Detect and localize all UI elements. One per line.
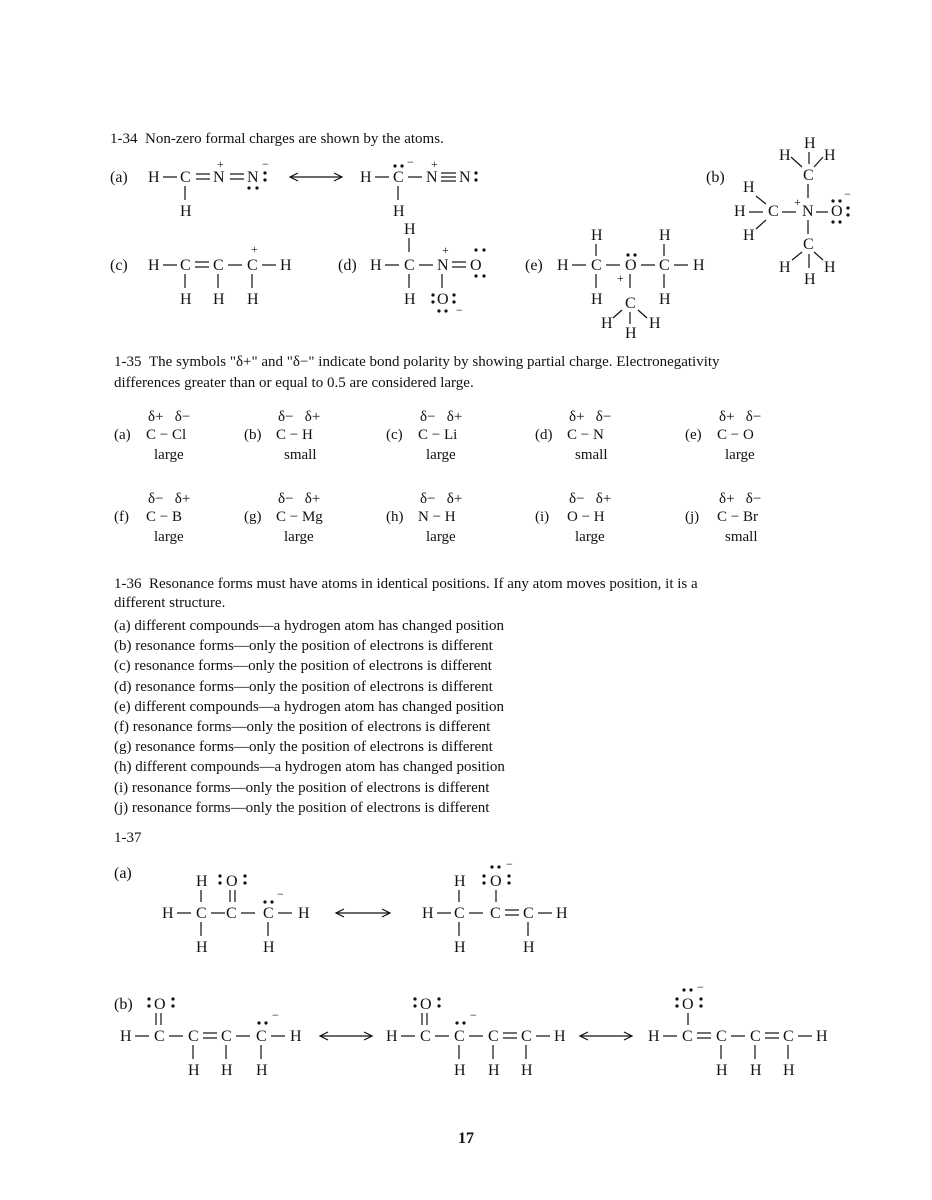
- partial-charge-left: δ−: [278, 491, 294, 507]
- svg-text:−: −: [407, 155, 414, 169]
- svg-text:H: H: [750, 1062, 762, 1079]
- problem-number: 1-36: [114, 576, 142, 592]
- svg-text:C: C: [393, 169, 404, 186]
- svg-text:+: +: [442, 243, 449, 257]
- svg-text:H: H: [557, 257, 569, 274]
- svg-text:H: H: [180, 203, 192, 220]
- svg-text:H: H: [779, 147, 791, 164]
- problem-number: 1-35: [114, 354, 142, 370]
- svg-text:H: H: [804, 135, 816, 152]
- partial-charge-left: δ+: [148, 409, 164, 425]
- bond-polarity-item: [146, 490, 256, 546]
- partial-charge-right: δ+: [304, 409, 321, 425]
- svg-text:C: C: [221, 1028, 232, 1045]
- polarity-size: large: [154, 529, 184, 545]
- bond-polarity-item: [567, 408, 677, 464]
- svg-text:C: C: [521, 1028, 532, 1045]
- part-label: (f): [114, 509, 129, 525]
- svg-text:C: C: [659, 257, 670, 274]
- svg-text:C: C: [180, 257, 191, 274]
- bond: C − B: [146, 509, 182, 525]
- svg-text:H: H: [256, 1062, 268, 1079]
- bond-polarity-item: [418, 408, 528, 464]
- svg-text:C: C: [716, 1028, 727, 1045]
- svg-text:H: H: [263, 939, 275, 956]
- svg-text:H: H: [370, 257, 382, 274]
- list-item: (c) resonance forms—only the position of electrons is different: [114, 658, 492, 675]
- svg-text:H: H: [659, 291, 671, 308]
- svg-text:H: H: [393, 203, 405, 220]
- svg-text:C: C: [768, 203, 779, 220]
- partial-charge-left: δ+: [719, 491, 735, 507]
- structure-1-34-e: [525, 227, 725, 344]
- svg-text:H: H: [404, 291, 416, 308]
- part-label: (d): [338, 257, 357, 274]
- partial-charge-left: δ−: [420, 409, 436, 425]
- svg-text:N: N: [802, 203, 814, 220]
- bond: C − N: [567, 427, 604, 443]
- svg-text:H: H: [556, 905, 568, 922]
- bond-polarity-item: [567, 490, 677, 546]
- polarity-size: small: [284, 447, 317, 463]
- svg-text:N: N: [437, 257, 449, 274]
- bond-polarity-item: [418, 490, 528, 546]
- svg-text:C: C: [213, 257, 224, 274]
- problem-1-35-line2: differences greater than or equal to 0.5 are considered large.: [114, 375, 474, 391]
- svg-text:C: C: [256, 1028, 267, 1045]
- part-label: (i): [535, 509, 550, 525]
- svg-text:H: H: [734, 203, 746, 220]
- part-label: (c): [386, 427, 403, 443]
- svg-text:H: H: [196, 939, 208, 956]
- svg-text:−: −: [506, 857, 513, 871]
- svg-text:H: H: [454, 873, 466, 890]
- svg-text:C: C: [454, 1028, 465, 1045]
- bond: C − H: [276, 427, 313, 443]
- svg-text:H: H: [148, 169, 160, 186]
- svg-text:H: H: [804, 271, 816, 288]
- bond-polarity-item: [146, 408, 256, 464]
- svg-text:H: H: [360, 169, 372, 186]
- svg-text:H: H: [488, 1062, 500, 1079]
- svg-text:C: C: [625, 295, 636, 312]
- svg-text:−: −: [697, 980, 704, 994]
- part-label: (e): [685, 427, 702, 443]
- svg-text:C: C: [263, 905, 274, 922]
- bond-polarity-item: [717, 408, 827, 464]
- svg-text:C: C: [420, 1028, 431, 1045]
- svg-text:−: −: [456, 303, 463, 317]
- bond-polarity-item: [276, 408, 386, 464]
- svg-text:H: H: [290, 1028, 302, 1045]
- svg-text:H: H: [148, 257, 160, 274]
- svg-text:H: H: [454, 1062, 466, 1079]
- list-item: (a) different compounds—a hydrogen atom has changed position: [114, 618, 505, 634]
- svg-text:C: C: [154, 1028, 165, 1045]
- partial-charge-right: δ−: [745, 491, 762, 507]
- partial-charge-right: δ−: [174, 409, 191, 425]
- svg-text:C: C: [488, 1028, 499, 1045]
- svg-text:H: H: [591, 227, 603, 244]
- partial-charge-right: δ+: [446, 491, 463, 507]
- svg-text:H: H: [716, 1062, 728, 1079]
- part-label: (d): [535, 427, 553, 443]
- partial-charge-right: δ−: [745, 409, 762, 425]
- part-label: (j): [685, 509, 700, 525]
- bond: C − Li: [418, 427, 458, 443]
- svg-text:O: O: [625, 257, 637, 274]
- svg-text:H: H: [162, 905, 174, 922]
- partial-charge-left: δ−: [569, 491, 585, 507]
- list-item: (f) resonance forms—only the position of electrons is different: [114, 719, 491, 736]
- polarity-size: large: [426, 447, 456, 463]
- part-label: (b): [244, 427, 262, 443]
- svg-text:C: C: [523, 905, 534, 922]
- svg-text:C: C: [803, 236, 814, 253]
- problem-1-36-line2: different structure.: [114, 595, 226, 611]
- svg-text:N: N: [213, 169, 225, 186]
- partial-charge-left: δ−: [278, 409, 294, 425]
- list-item: (h) different compounds—a hydrogen atom has changed position: [114, 759, 505, 776]
- svg-text:N: N: [247, 169, 259, 186]
- svg-text:O: O: [682, 996, 694, 1013]
- polarity-size: small: [575, 447, 608, 463]
- svg-text:H: H: [591, 291, 603, 308]
- svg-text:C: C: [591, 257, 602, 274]
- svg-text:H: H: [521, 1062, 533, 1079]
- svg-text:C: C: [803, 167, 814, 184]
- svg-text:H: H: [659, 227, 671, 244]
- svg-text:H: H: [554, 1028, 566, 1045]
- svg-text:C: C: [454, 905, 465, 922]
- problem-number: 1-34: [110, 131, 138, 147]
- svg-text:H: H: [625, 325, 637, 342]
- partial-charge-right: δ+: [595, 491, 612, 507]
- svg-text:H: H: [523, 939, 535, 956]
- svg-text:H: H: [404, 221, 416, 238]
- partial-charge-left: δ−: [148, 491, 164, 507]
- problem-1-35-heading: [114, 353, 720, 371]
- svg-text:H: H: [743, 227, 755, 244]
- svg-text:−: −: [277, 887, 284, 901]
- problem-statement-line1: Resonance forms must have atoms in identical positions. If any atom moves position, it is a: [149, 576, 698, 592]
- svg-text:−: −: [262, 157, 269, 171]
- svg-text:C: C: [490, 905, 501, 922]
- svg-text:−: −: [272, 1008, 279, 1022]
- bond: C − Mg: [276, 509, 323, 525]
- bond: N − H: [418, 509, 456, 525]
- polarity-size: large: [426, 529, 456, 545]
- part-label: (h): [386, 509, 404, 525]
- svg-text:C: C: [247, 257, 258, 274]
- svg-text:C: C: [196, 905, 207, 922]
- svg-text:H: H: [824, 147, 836, 164]
- polarity-size: large: [725, 447, 755, 463]
- bond-polarity-item: [276, 490, 386, 546]
- list-item: (e) different compounds—a hydrogen atom has changed position: [114, 698, 505, 715]
- svg-text:H: H: [247, 291, 259, 308]
- bond: O − H: [567, 509, 605, 525]
- svg-text:−: −: [470, 1008, 477, 1022]
- svg-text:O: O: [420, 996, 432, 1013]
- svg-text:H: H: [743, 179, 755, 196]
- svg-text:H: H: [180, 291, 192, 308]
- svg-text:O: O: [470, 257, 482, 274]
- part-label: (e): [525, 257, 543, 274]
- svg-text:H: H: [188, 1062, 200, 1079]
- svg-text:O: O: [226, 873, 238, 890]
- svg-text:H: H: [601, 315, 613, 332]
- list-item: (b) resonance forms—only the position of electrons is different: [114, 638, 493, 655]
- svg-text:N: N: [426, 169, 438, 186]
- svg-text:+: +: [794, 195, 801, 209]
- problem-1-36-heading: [114, 575, 698, 593]
- problem-statement-line1: The symbols "δ+" and "δ−" indicate bond polarity by showing partial charge. Electronegativity: [149, 354, 720, 370]
- polarity-size: small: [725, 529, 758, 545]
- bond: C − Cl: [146, 427, 187, 443]
- list-item: (d) resonance forms—only the position of electrons is different: [114, 678, 493, 695]
- partial-charge-right: δ−: [595, 409, 612, 425]
- partial-charge-left: δ+: [569, 409, 585, 425]
- structure-1-34-b: [706, 132, 876, 292]
- list-item: (i) resonance forms—only the position of electrons is different: [114, 779, 490, 796]
- svg-text:O: O: [437, 291, 449, 308]
- bond: C − O: [717, 427, 754, 443]
- svg-text:C: C: [750, 1028, 761, 1045]
- svg-text:H: H: [196, 873, 208, 890]
- svg-text:H: H: [221, 1062, 233, 1079]
- polarity-size: large: [154, 447, 184, 463]
- svg-text:C: C: [180, 169, 191, 186]
- svg-text:H: H: [120, 1028, 132, 1045]
- part-label: (b): [706, 169, 725, 186]
- partial-charge-left: δ−: [420, 491, 436, 507]
- part-label: (a): [110, 169, 128, 186]
- svg-text:+: +: [251, 242, 258, 256]
- svg-text:H: H: [648, 1028, 660, 1045]
- partial-charge-right: δ+: [446, 409, 463, 425]
- problem-1-34-heading: [110, 130, 444, 148]
- list-item: (j) resonance forms—only the position of electrons is different: [114, 799, 490, 816]
- svg-text:H: H: [816, 1028, 828, 1045]
- list-item: (g) resonance forms—only the position of electrons is different: [114, 739, 493, 756]
- svg-text:H: H: [783, 1062, 795, 1079]
- part-label: (a): [114, 865, 132, 882]
- svg-text:+: +: [431, 157, 438, 171]
- part-label: (a): [114, 427, 131, 443]
- bond-polarity-item: [717, 490, 827, 546]
- structure-1-34-d: [338, 218, 498, 318]
- svg-text:H: H: [422, 905, 434, 922]
- structure-1-37-b: [114, 980, 834, 1085]
- svg-text:H: H: [824, 259, 836, 276]
- svg-text:H: H: [693, 257, 705, 274]
- part-label: (c): [110, 257, 128, 274]
- svg-text:H: H: [298, 905, 310, 922]
- partial-charge-right: δ+: [174, 491, 191, 507]
- svg-text:H: H: [649, 315, 661, 332]
- partial-charge-left: δ+: [719, 409, 735, 425]
- polarity-size: large: [284, 529, 314, 545]
- structure-1-37-a: [114, 857, 614, 962]
- svg-text:H: H: [779, 259, 791, 276]
- part-label: (b): [114, 996, 133, 1013]
- problem-statement: Non-zero formal charges are shown by the atoms.: [145, 131, 444, 147]
- problem-1-37-heading: 1-37: [114, 830, 142, 846]
- svg-text:−: −: [844, 187, 851, 201]
- svg-text:+: +: [617, 271, 624, 285]
- svg-text:N: N: [459, 169, 471, 186]
- bond: C − Br: [717, 509, 758, 525]
- svg-text:H: H: [454, 939, 466, 956]
- svg-text:C: C: [404, 257, 415, 274]
- svg-text:C: C: [783, 1028, 794, 1045]
- part-label: (g): [244, 509, 262, 525]
- svg-text:O: O: [490, 873, 502, 890]
- page-number: 17: [458, 1130, 474, 1147]
- svg-text:C: C: [682, 1028, 693, 1045]
- svg-text:H: H: [386, 1028, 398, 1045]
- partial-charge-right: δ+: [304, 491, 321, 507]
- svg-text:+: +: [217, 157, 224, 171]
- svg-text:H: H: [280, 257, 292, 274]
- polarity-size: large: [575, 529, 605, 545]
- svg-text:H: H: [213, 291, 225, 308]
- answer-list: [114, 616, 505, 818]
- svg-text:O: O: [154, 996, 166, 1013]
- svg-text:C: C: [226, 905, 237, 922]
- svg-text:C: C: [188, 1028, 199, 1045]
- structure-1-34-c: [110, 238, 310, 308]
- svg-text:O: O: [831, 203, 843, 220]
